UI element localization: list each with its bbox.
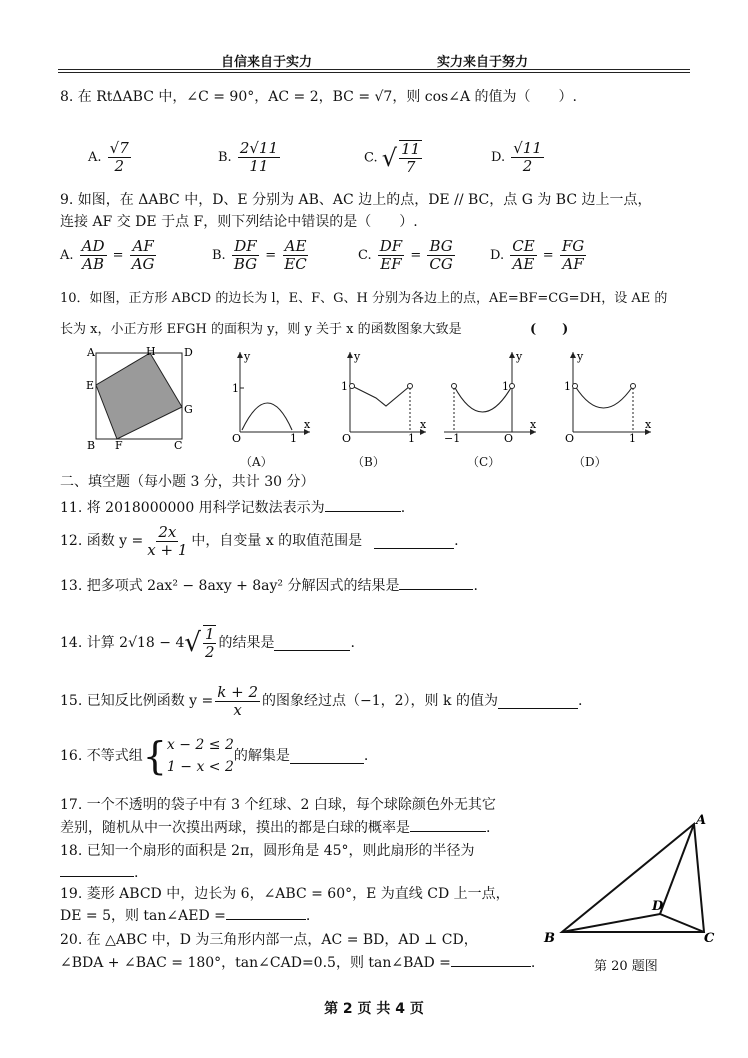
sq-label-f: F: [115, 439, 123, 451]
sq-label-e: E: [86, 379, 95, 392]
q8-option-a: A. $\frac{√7}{2}$: [88, 139, 129, 175]
sq-label-h: H: [146, 345, 156, 358]
svg-text:1: 1: [502, 380, 509, 393]
fig20-triangle: [540, 808, 730, 948]
svg-text:1: 1: [408, 432, 415, 444]
q15: 15. 已知反比例函数 y = $\frac{k + 2}{x}$ 的图象经过点（−1，2），则 k 的值为 .: [60, 682, 583, 719]
q11: 11. 将 2018000000 用科学记数法表示为 .: [60, 497, 405, 518]
svg-text:y: y: [577, 350, 584, 363]
header-right: 实力来自于努力: [437, 55, 529, 70]
q14: 14. 计算 2√18 − 4 √ $\frac{1}{2}$ 的结果是 .: [60, 625, 355, 661]
q13: 13. 把多项式 2ax² − 8axy + 8ay² 分解因式的结果是 .: [60, 575, 478, 596]
fig20-label-b: B: [544, 931, 555, 946]
q17-line2: 差别，随机从中一次摸出两球，摸出的都是白球的概率是 .: [60, 817, 490, 838]
fig20-caption: 第 20 题图: [594, 959, 658, 974]
q16: 16. 不等式组 { x − 2 ≤ 2 1 − x < 2 的解集是 .: [60, 734, 369, 778]
graph-label-d: （D）: [573, 455, 607, 469]
q10-graph-d: [555, 348, 655, 444]
svg-text:1: 1: [629, 432, 636, 444]
sq-label-c: C: [174, 439, 183, 451]
sq-label-d: D: [184, 346, 193, 359]
graph-label-b: （B）: [352, 455, 385, 469]
q18-line2: .: [60, 862, 138, 883]
svg-text:O: O: [565, 432, 575, 444]
q9-line2: 连接 AF 交 DE 于点 F，则下列结论中错误的是（ ）.: [60, 214, 418, 230]
header-rule: [58, 69, 690, 70]
svg-text:−1: −1: [444, 432, 461, 444]
svg-text:y: y: [354, 350, 361, 363]
page-footer: 第 2 页 共 4 页: [324, 1001, 424, 1017]
q8-option-c: C. √ $\frac{11}{7}$: [364, 140, 421, 176]
q10-paren: ( ): [530, 322, 569, 337]
q10-line1: 10．如图，正方形 ABCD 的边长为 l，E、F、G、H 分别为各边上的点，AE=BF=CG=DH，设 AE 的: [60, 291, 668, 306]
q10-graph-a: [222, 348, 314, 444]
header-left: 自信来自于实力: [221, 55, 313, 70]
fig20-label-d: D: [652, 899, 664, 914]
sq-label-b: B: [87, 439, 96, 451]
fig20-label-a: A: [696, 813, 707, 828]
svg-text:y: y: [516, 350, 523, 363]
header-rule-thin: [58, 72, 690, 73]
q8-option-d: D. $\frac{√11}{2}$: [491, 139, 542, 175]
q12: 12. 函数 y = $\frac{2x}{x + 1}$ 中，自变量 x 的取值范围是 .: [60, 522, 459, 559]
q9-option-c: C. $\frac{DF}{EF}$ = $\frac{BG}{CG}$: [358, 237, 453, 273]
sq-label-g: G: [184, 403, 193, 416]
svg-text:1: 1: [564, 380, 571, 393]
sq-label-a: A: [87, 346, 95, 359]
q8-stem: 8. 在 RtΔABC 中，∠C = 90°，AC = 2，BC = √7，则 cos∠A 的值为（ ）.: [60, 89, 577, 105]
q19-line1: 19. 菱形 ABCD 中，边长为 6，∠ABC = 60°，E 为直线 CD 上一点，: [60, 886, 510, 902]
section-title: 二、填空题（每小题 3 分，共计 30 分）: [60, 474, 315, 490]
q20-line1: 20. 在 △ABC 中，D 为三角形内部一点，AC = BD，AD ⊥ CD，: [60, 932, 478, 948]
q18-line1: 18. 已知一个扇形的面积是 2π，圆形角是 45°，则此扇形的半径为: [60, 843, 475, 859]
svg-text:O: O: [232, 432, 242, 444]
q9-option-d: D. $\frac{CE}{AE}$ = $\frac{FG}{AF}$: [490, 237, 585, 273]
q19-line2: DE = 5，则 tan∠AED = .: [60, 905, 310, 926]
q10-graph-c: [440, 348, 540, 444]
q9-options: [60, 238, 700, 280]
svg-text:x: x: [530, 418, 537, 431]
svg-text:O: O: [504, 432, 514, 444]
svg-text:1: 1: [232, 382, 239, 395]
graph-label-c: （C）: [467, 455, 501, 469]
svg-text:O: O: [342, 432, 352, 444]
svg-text:x: x: [645, 418, 652, 431]
svg-text:1: 1: [290, 432, 297, 444]
svg-text:y: y: [244, 350, 251, 363]
q10-line2: 长为 x，小正方形 EFGH 的面积为 y，则 y 关于 x 的函数图象大致是: [60, 322, 462, 337]
svg-text:1: 1: [341, 380, 348, 393]
q9-option-b: B. $\frac{DF}{BG}$ = $\frac{AE}{EC}$: [212, 237, 307, 273]
q17-line1: 17. 一个不透明的袋子中有 3 个红球、2 白球，每个球除颜色外无其它: [60, 797, 496, 813]
q10-square-figure: [84, 345, 194, 451]
fig20-label-c: C: [704, 931, 715, 946]
q8-option-b: B. $\frac{2√11}{11}$: [218, 139, 279, 175]
svg-text:x: x: [304, 418, 311, 431]
q9-line1: 9. 如图，在 ΔABC 中，D、E 分别为 AB、AC 边上的点，DE // BC，点 G 为 BC 边上一点，: [60, 192, 652, 208]
graph-label-a: （A）: [240, 455, 273, 469]
svg-text:x: x: [420, 418, 427, 431]
q20-line2: ∠BDA + ∠BAC = 180°，tan∠CAD=0.5，则 tan∠BAD = .: [60, 952, 535, 973]
q9-option-a: A. $\frac{AD}{AB}$ = $\frac{AF}{AG}$: [60, 237, 155, 273]
q10-graph-b: [330, 348, 430, 444]
